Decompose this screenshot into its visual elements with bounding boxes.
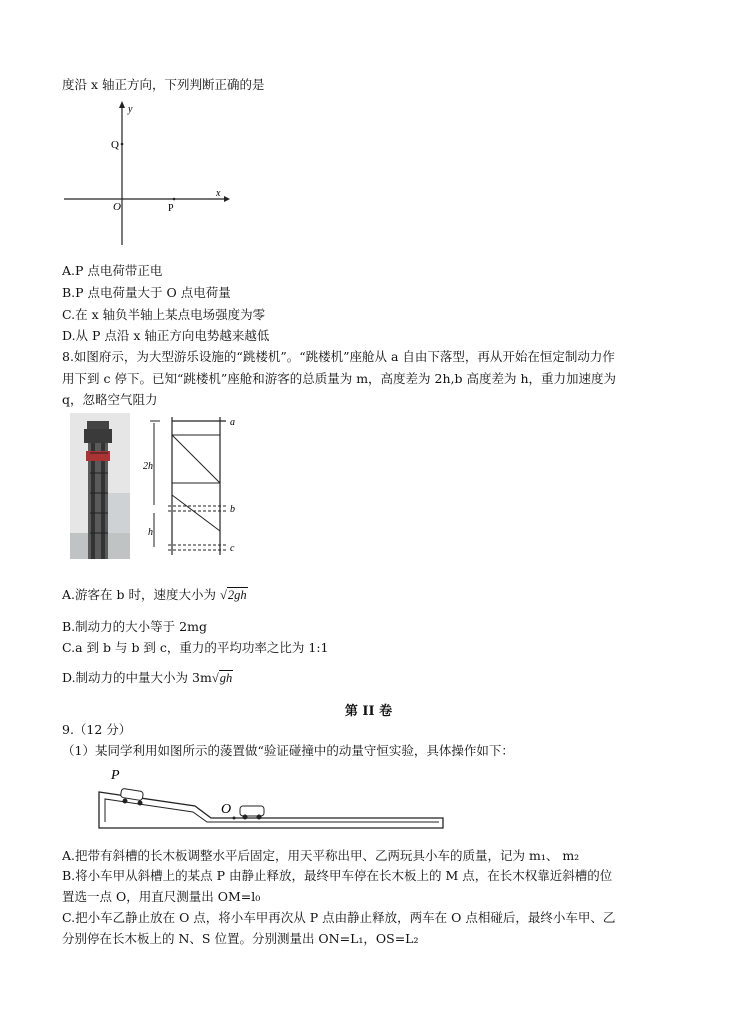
tower-photo bbox=[70, 413, 130, 559]
point-q-label: Q bbox=[111, 139, 119, 151]
step-b-line-2: 置选一点 O，用直尺测量出 OM=l₀ bbox=[62, 889, 261, 904]
point-c-label: c bbox=[230, 543, 235, 554]
question-9-intro: （1）某同学利用如图所示的蔆置做“验证碰撞中的动量守恒实验，具体操作如下： bbox=[62, 743, 514, 758]
option-7d: D.从 P 点沿 x 轴正方向电势越来越低 bbox=[62, 328, 270, 343]
section-title: 第 II 卷 bbox=[344, 704, 393, 719]
question-8-line-1: 8.如图府示，为大型游乐设施的“跳楼机”。“跳楼机”座舱从 a 自由下落型，再从开始在恒定制动力作 bbox=[62, 349, 615, 364]
ramp-diagram bbox=[95, 762, 450, 832]
option-8a: A.游客在 b 时，速度大小为 √2gh bbox=[62, 587, 247, 602]
question-8-line-2: 用下到 c 停下。已知“跳楼机”座舱和游客的总质量为 m，高度差为 2h,b 高度差为 h，重力加速度为 bbox=[62, 371, 617, 386]
option-8a-radicand: 2gh bbox=[227, 588, 247, 602]
option-8d-radicand: gh bbox=[219, 671, 233, 685]
point-a-label: a bbox=[230, 417, 235, 428]
origin-label: O bbox=[113, 201, 121, 213]
option-8b: B.制动力的大小等于 2mg bbox=[62, 619, 207, 634]
option-8c: C.a 到 b 与 b 到 c，重力的平均功率之比为 1:1 bbox=[62, 640, 329, 655]
point-o-label: O bbox=[221, 802, 232, 817]
point-b-label: b bbox=[230, 504, 235, 515]
height-h-label: h bbox=[148, 527, 153, 538]
y-axis-label: y bbox=[128, 104, 133, 115]
question-8-line-3: q，忽略空气阻力 bbox=[62, 392, 158, 407]
option-8d-text: D.制动力的中量大小为 3m bbox=[62, 670, 212, 685]
tower-diagram bbox=[140, 413, 250, 559]
option-8a-text: A.游客在 b 时，速度大小为 bbox=[62, 587, 216, 602]
step-a: A.把带有斜槽的长木板调整水平后固定，用天平称出甲、乙两玩具小车的质量，记为 m₁、 m₂ bbox=[62, 848, 580, 863]
x-axis-label: x bbox=[216, 188, 221, 199]
question-9-header: 9.（12 分） bbox=[62, 722, 132, 737]
point-p-label: P bbox=[168, 203, 174, 214]
step-c-line-1: C.把小车乙静止放在 O 点，将小车甲再次从 P 点由静止释放，两车在 O 点相碰后，最终小车甲、乙 bbox=[62, 910, 616, 925]
stem-tail: 度沿 x 轴正方向，下列判断正确的是 bbox=[62, 77, 265, 92]
option-7b: B.P 点电荷量大于 O 点电荷量 bbox=[62, 285, 231, 300]
option-7a: A.P 点电荷带正电 bbox=[62, 263, 163, 278]
point-p-label: P bbox=[111, 768, 120, 783]
option-7c: C.在 x 轴负半轴上某点电场强度为零 bbox=[62, 307, 266, 322]
step-c-line-2: 分别停在长木板上的 N、S 位置。分别测量出 ON=L₁，OS=L₂ bbox=[62, 931, 419, 946]
option-8d: D.制动力的中量大小为 3m√gh bbox=[62, 670, 233, 685]
step-b-line-1: B.将小车甲从斜槽上的某点 P 由静止释放，最终甲车停在长木板上的 M 点，在长木权靠近斜槽的位 bbox=[62, 868, 613, 883]
axis-figure bbox=[64, 100, 234, 250]
height-2h-label: 2h bbox=[143, 461, 153, 472]
